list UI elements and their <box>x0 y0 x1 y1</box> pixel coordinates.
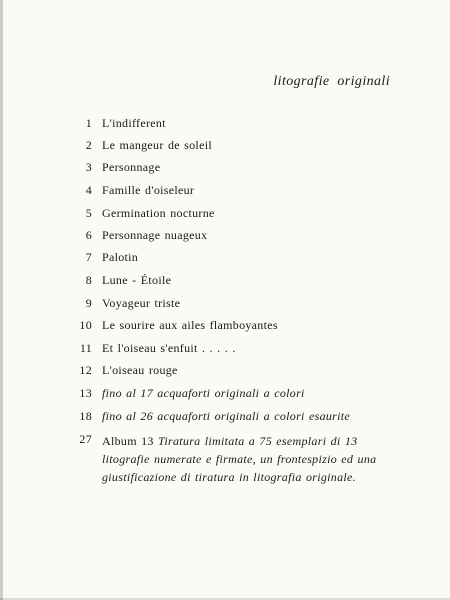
section-title: litografie originali <box>273 74 390 89</box>
list-item <box>74 273 394 288</box>
list-item <box>74 341 394 356</box>
list-item <box>74 386 394 401</box>
list-item <box>74 228 394 243</box>
list-item <box>74 432 394 486</box>
item-title: fino al 26 acquaforti originali a colori esaurite <box>102 409 351 423</box>
list-item <box>74 138 394 153</box>
item-title: fino al 17 acquaforti originali a colori <box>102 386 305 400</box>
list-item <box>74 116 394 131</box>
item-title: L'oiseau rouge <box>102 363 178 377</box>
item-number: 13 <box>79 386 92 400</box>
item-number: 4 <box>85 183 92 197</box>
item-title: Le mangeur de soleil <box>102 138 212 152</box>
item-title: Lune - Étoile <box>102 273 172 287</box>
item-number: 3 <box>85 160 92 174</box>
item-number: 6 <box>85 228 92 242</box>
list-item <box>74 160 394 175</box>
album-description: Tiratura limitata a 75 esemplari di 13 litografie numerate e firmate, un frontespizio ed una giustificazione di tiratura in litografia originale. <box>102 434 377 484</box>
item-number: 1 <box>85 116 92 130</box>
item-number: 2 <box>85 138 92 152</box>
item-title: Personnage <box>102 160 161 174</box>
item-title: Germination nocturne <box>102 206 215 220</box>
list-item <box>74 363 394 378</box>
album-label: Album 13 <box>102 434 154 448</box>
list-item <box>74 318 394 333</box>
list-item <box>74 296 394 311</box>
item-number: 11 <box>79 341 92 355</box>
item-title: Personnage nuageux <box>102 228 208 242</box>
list-item <box>74 250 394 265</box>
list-item <box>74 409 394 424</box>
item-title: Palotin <box>102 250 139 264</box>
item-title: Et l'oiseau s'enfuit . . . . . <box>102 341 236 355</box>
item-number: 5 <box>85 206 92 220</box>
item-number: 10 <box>79 318 92 332</box>
item-number: 7 <box>85 250 92 264</box>
list-item <box>74 183 394 198</box>
item-title: Le sourire aux ailes flamboyantes <box>102 318 278 332</box>
item-number: 8 <box>85 273 92 287</box>
item-number: 18 <box>79 409 92 423</box>
item-number: 27 <box>79 432 92 446</box>
item-title: Famille d'oiseleur <box>102 183 195 197</box>
item-title: Voyageur triste <box>102 296 181 310</box>
item-title <box>102 432 394 486</box>
item-number: 9 <box>85 296 92 310</box>
item-number: 12 <box>79 363 92 377</box>
list-item <box>74 206 394 221</box>
item-title: L'indifferent <box>102 116 166 130</box>
